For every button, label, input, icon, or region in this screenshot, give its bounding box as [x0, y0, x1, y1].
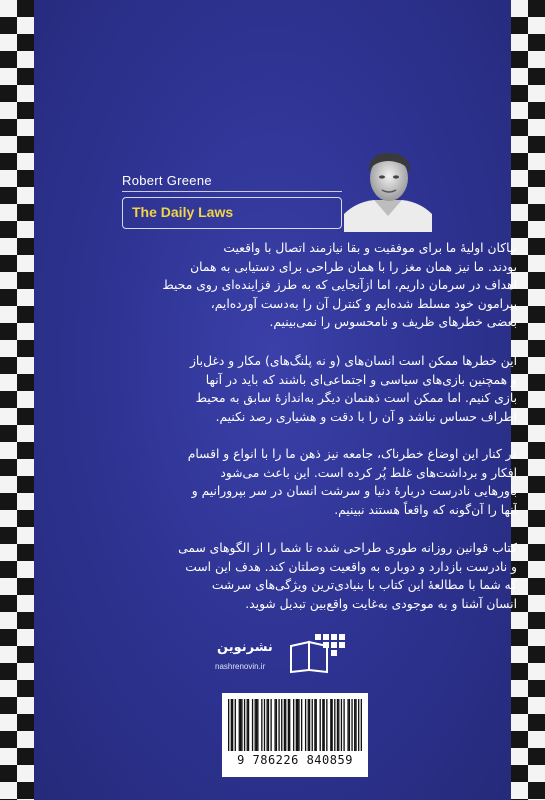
text-line: بعضی خطرهای ظریف و نامحسوس را نمی‌بینیم.	[269, 315, 517, 329]
barcode-bar	[341, 699, 342, 751]
barcode-bar	[322, 699, 323, 751]
barcode-bar	[266, 699, 267, 751]
barcode-bar	[305, 699, 306, 751]
barcode-bar	[248, 699, 249, 751]
barcode-bar	[309, 699, 310, 751]
isbn-number: 9 786226 840859	[237, 753, 353, 767]
barcode-bar	[296, 699, 297, 751]
barcode-bar	[285, 699, 286, 751]
open-book-icon	[289, 632, 349, 674]
barcode-bar	[256, 699, 257, 751]
barcode-bar	[274, 699, 275, 751]
barcode-bar	[240, 699, 241, 751]
paragraph-2	[125, 352, 517, 426]
barcode-bar	[297, 699, 298, 751]
text-line: پیرامون خود مسلط شده‌ایم و کنترل آن را به‌دست آورده‌ایم،	[210, 296, 517, 311]
barcode-bar	[337, 699, 338, 751]
barcode-bar	[239, 699, 240, 751]
isbn-barcode	[222, 693, 368, 777]
barcode-bar	[231, 699, 232, 751]
barcode-bars	[228, 699, 362, 751]
text-line: بودند. ما نیز همان مغز را با همان طراحی برای دستیابی به همان	[190, 259, 517, 274]
barcode-bar	[358, 699, 359, 751]
text-line: انسان آشنا و به موجودی به‌غایت واقع‌بین تبدیل شوید.	[245, 596, 517, 611]
barcode-bar	[354, 699, 355, 751]
barcode-bar	[255, 699, 256, 751]
paragraph-3	[125, 445, 517, 519]
paragraph-4	[125, 539, 517, 613]
barcode-bar	[338, 699, 339, 751]
barcode-bar	[312, 699, 313, 751]
text-line: و نادرست بازدارد و دوباره به واقعیت وصلتان کند. هدف این است	[185, 559, 517, 574]
barcode-bar	[228, 699, 229, 751]
text-line: که شما با مطالعهٔ این کتاب با بنیادی‌ترین ویژگی‌های سرشت	[211, 578, 517, 592]
publisher-name: نشرنوین	[217, 640, 273, 655]
text-line: در کنار این اوضاع خطرناک، جامعه نیز ذهن ما را با انواع و اقسام	[187, 447, 517, 461]
barcode-bar	[308, 699, 309, 751]
barcode-bar	[247, 699, 248, 751]
text-line: افکار و برداشت‌های غلط پُر کرده است. این باعث می‌شود	[220, 465, 517, 480]
paragraph-1	[125, 239, 517, 332]
barcode-bar	[235, 699, 236, 751]
text-line: اهداف در سرمان داریم، اما ازآنجایی که به طرز فزاینده‌ای روی محیط	[162, 278, 517, 292]
barcode-bar	[331, 699, 332, 751]
barcode-bar	[278, 699, 279, 751]
barcode-bar	[361, 699, 362, 751]
book-title: The Daily Laws	[132, 204, 234, 220]
text-line: کتاب قوانین روزانه طوری طراحی شده تا شما را از الگوهای سمی	[178, 541, 517, 555]
barcode-bar	[241, 699, 242, 751]
barcode-bar	[284, 699, 285, 751]
barcode-bar	[244, 699, 245, 751]
barcode-bar	[334, 699, 335, 751]
publisher-logo	[215, 632, 365, 682]
author-name: Robert Greene	[122, 173, 212, 188]
text-line: آنها را آن‌گونه که واقعاً هستند نبینیم.	[334, 502, 517, 517]
barcode-bar	[276, 699, 277, 751]
divider	[122, 191, 342, 192]
barcode-bar	[324, 699, 325, 751]
barcode-bar	[298, 699, 299, 751]
barcode-bar	[270, 699, 271, 751]
text-line: باورهایی نادرست دربارهٔ دنیا و سرشت انسان در سر بپرورانیم و	[191, 484, 517, 498]
text-line: این خطرها ممکن است انسان‌های (و نه پلنگ‌های) مکار و دغل‌باز	[189, 354, 517, 368]
barcode-bar	[257, 699, 258, 751]
barcode-bar	[355, 699, 356, 751]
barcode-bar	[293, 699, 294, 751]
barcode-bar	[326, 699, 327, 751]
barcode-bar	[232, 699, 233, 751]
checkered-border-left	[0, 0, 34, 800]
barcode-bar	[320, 699, 321, 751]
barcode-bar	[252, 699, 253, 751]
publisher-url: nashrenovin.ir	[215, 662, 266, 671]
barcode-bar	[347, 699, 348, 751]
barcode-bar	[268, 699, 269, 751]
barcode-bar	[330, 699, 331, 751]
barcode-bar	[314, 699, 315, 751]
barcode-bar	[343, 699, 344, 751]
barcode-bar	[316, 699, 317, 751]
barcode-bar	[288, 699, 289, 751]
text-line: اطراف حساس نباشد و آن را با دقت و هشیاری رصد نکنیم.	[215, 409, 517, 424]
barcode-bar	[281, 699, 282, 751]
barcode-bar	[264, 699, 265, 751]
barcode-bar	[261, 699, 262, 751]
text-line: نیاکان اولیهٔ ما برای موفقیت و بقا نیازمند اتصال با واقعیت	[223, 241, 517, 255]
text-line: بازی کنیم. اما ممکن است ذهنمان دیگر به‌اندازهٔ سابق به محیط	[195, 391, 517, 405]
barcode-bar	[289, 699, 290, 751]
barcode-bar	[349, 699, 350, 751]
text-line: و همچنین بازی‌های سیاسی و اجتماعی‌ای باشند که باید در آنها	[205, 372, 517, 387]
barcode-bar	[301, 699, 302, 751]
author-photo	[344, 148, 432, 232]
barcode-bar	[351, 699, 352, 751]
